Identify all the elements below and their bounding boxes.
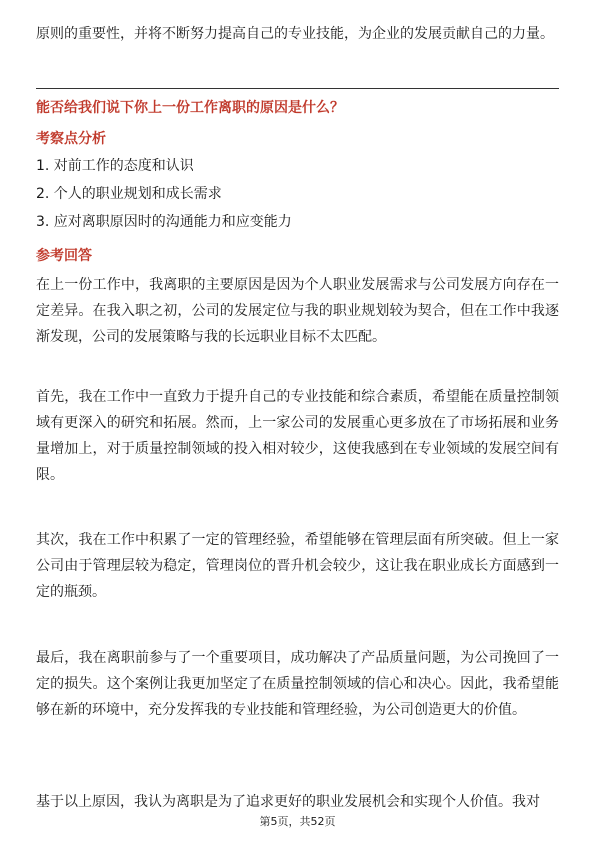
question-heading: 能否给我们说下你上一份工作离职的原因是什么？ — [36, 100, 344, 116]
answer-paragraph: 基于以上原因，我认为离职是为了追求更好的职业发展机会和实现个人价值。我对 — [36, 794, 540, 810]
answer-paragraph: 首先，我在工作中一直致力于提升自己的专业技能和综合素质，希望能在质量控制领域有更深入的研究和拓展。然而，上一家公司的发展重心更多放在了市场拓展和业务量增加上，对于质量控制领域的投入相对较少，这使我感到在专业领域的发展空间有限。 — [36, 389, 559, 483]
intro-paragraph: 原则的重要性，并将不断努力提高自己的专业技能，为企业的发展贡献自己的力量。 — [36, 26, 554, 42]
analysis-item: 1. 对前工作的态度和认识 — [36, 158, 194, 174]
analysis-item: 3. 应对离职原因时的沟通能力和应变能力 — [36, 214, 292, 230]
answer-paragraph: 其次，我在工作中积累了一定的管理经验，希望能够在管理层面有所突破。但上一家公司由于管理层较为稳定，管理岗位的晋升机会较少，这让我在职业成长方面感到一定的瓶颈。 — [36, 532, 559, 600]
analysis-label: 考察点分析 — [36, 131, 106, 147]
section-divider — [36, 88, 559, 89]
analysis-item: 2. 个人的职业规划和成长需求 — [36, 186, 222, 202]
answer-label: 参考回答 — [36, 248, 92, 264]
answer-paragraph: 在上一份工作中，我离职的主要原因是因为个人职业发展需求与公司发展方向存在一定差异。在我入职之初，公司的发展定位与我的职业规划较为契合，但在工作中我逐渐发现，公司的发展策略与我的长远职业目标不太匹配。 — [36, 277, 559, 345]
page-footer: 第5页，共52页 — [259, 815, 336, 828]
answer-paragraph: 最后，我在离职前参与了一个重要项目，成功解决了产品质量问题，为公司挽回了一定的损失。这个案例让我更加坚定了在质量控制领域的信心和决心。因此，我希望能够在新的环境中，充分发挥我的专业技能和管理经验，为公司创造更大的价值。 — [36, 650, 559, 718]
